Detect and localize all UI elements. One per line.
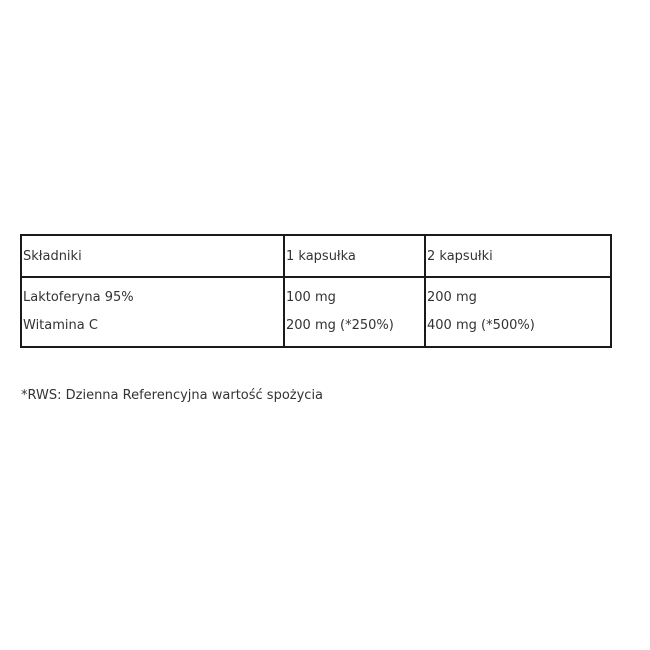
ingredient-vitamin-c: Witamina C (23, 318, 98, 333)
one-capsule-lactoferrin: 100 mg (286, 290, 336, 305)
header-two-capsules: 2 kapsułki (425, 236, 610, 277)
nutrition-table-container (20, 234, 612, 348)
header-one-capsule: 1 kapsułka (284, 236, 425, 277)
two-capsules-vitamin-c: 400 mg (*500%) (427, 318, 535, 333)
ingredient-lactoferrin: Laktoferyna 95% (23, 290, 134, 305)
two-capsules-cell (425, 277, 610, 346)
one-capsule-vitamin-c: 200 mg (*250%) (286, 318, 394, 333)
rws-footnote: *RWS: Dzienna Referencyjna wartość spożycia (21, 388, 324, 403)
table-header-row (22, 236, 610, 277)
two-capsules-lactoferrin: 200 mg (427, 290, 477, 305)
ingredient-cell (22, 277, 284, 346)
one-capsule-cell (284, 277, 425, 346)
header-ingredients: Składniki (22, 236, 284, 277)
table-row (22, 277, 610, 346)
nutrition-table (22, 236, 610, 346)
